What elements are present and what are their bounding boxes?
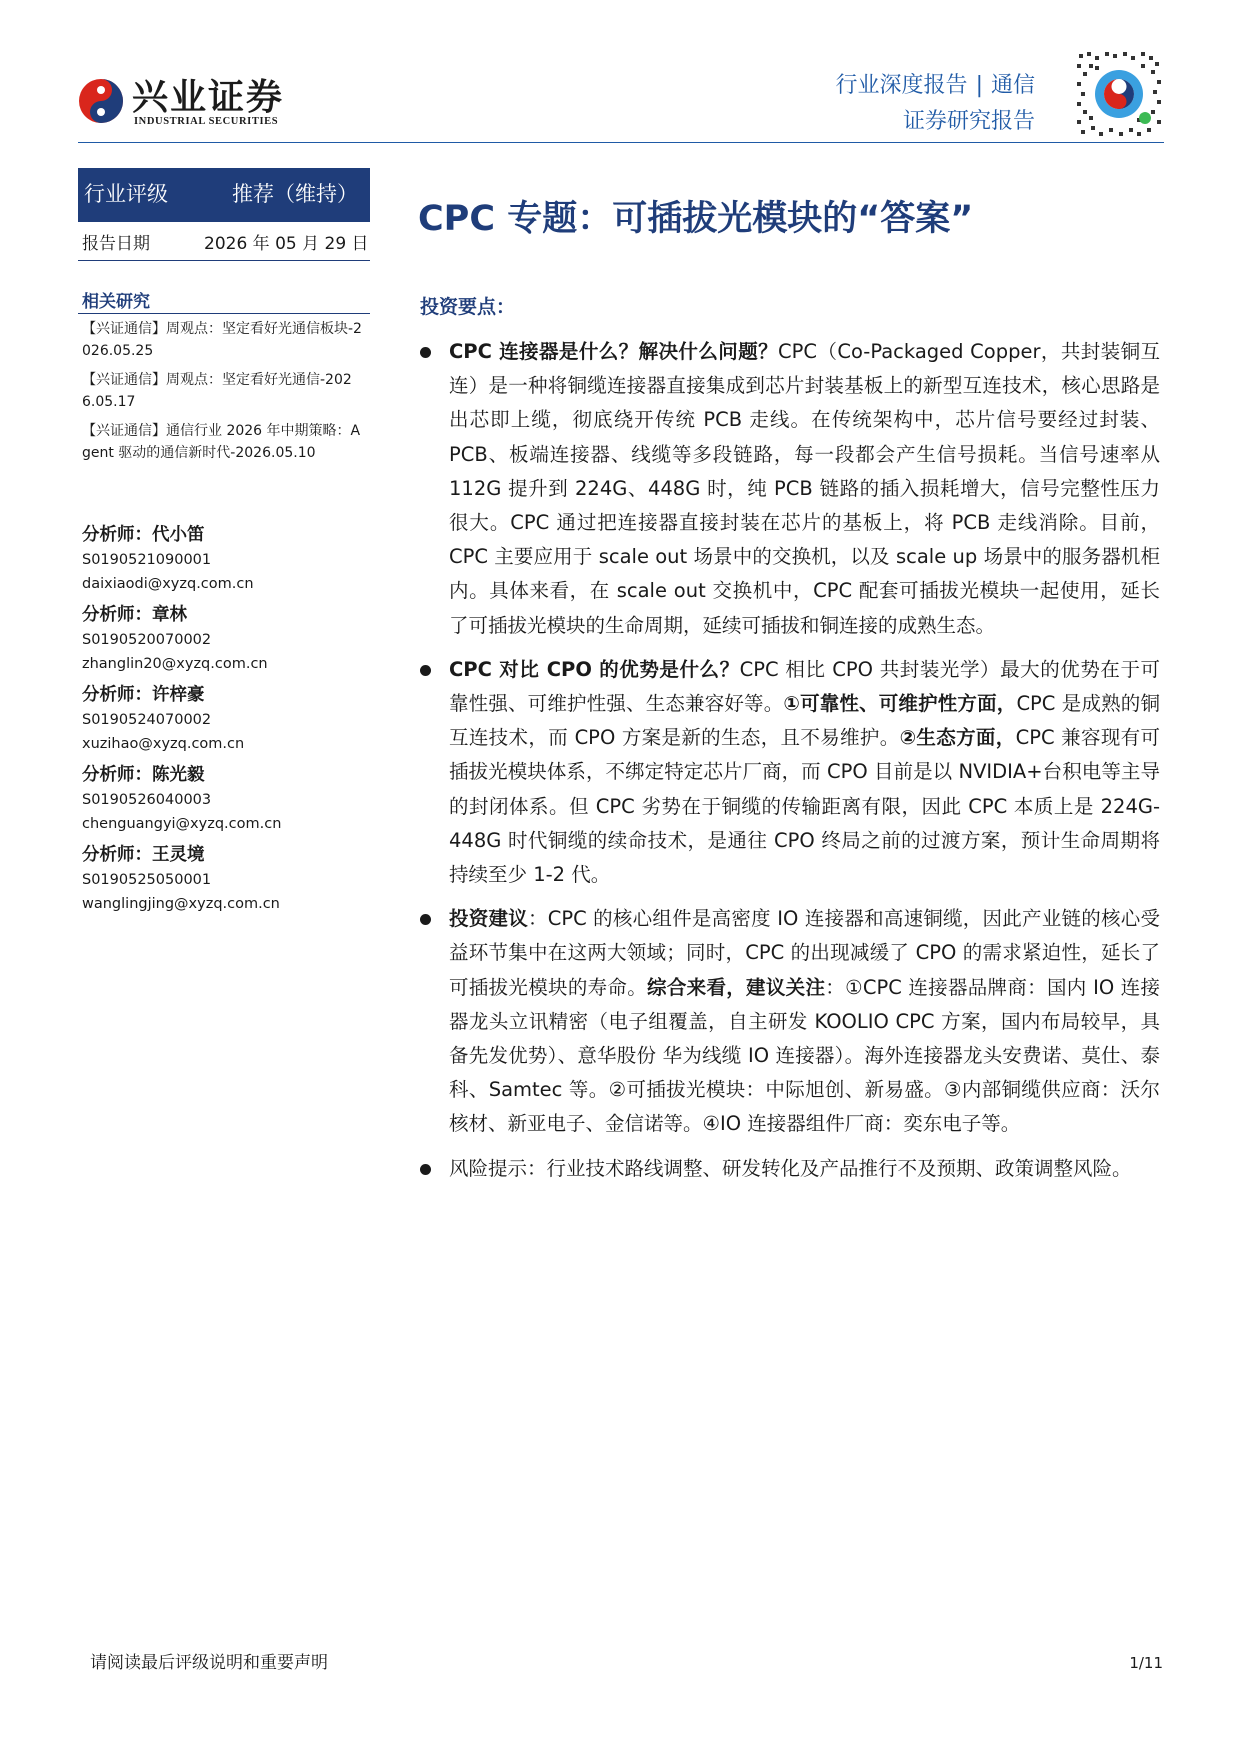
key-point-item bbox=[420, 335, 1160, 643]
analyst-cert-id: S0190520070002 bbox=[82, 632, 212, 648]
analyst-name: 分析师：陈光毅 bbox=[82, 765, 205, 785]
header-divider bbox=[78, 142, 1164, 143]
related-research-divider bbox=[78, 313, 370, 314]
related-research-link[interactable]: 【兴证通信】周观点：坚定看好光通信板块-2026.05.25 bbox=[82, 321, 362, 359]
qr-code-icon bbox=[1075, 50, 1163, 138]
rating-value: 推荐（维持） bbox=[232, 182, 358, 206]
company-logo bbox=[78, 78, 298, 126]
report-date-label: 报告日期 bbox=[82, 234, 150, 254]
related-research-link[interactable]: 【兴证通信】周观点：坚定看好光通信-2026.05.17 bbox=[82, 372, 352, 410]
logo-text-en: INDUSTRIAL SECURITIES bbox=[134, 116, 279, 127]
analyst-cert-id: S0190525050001 bbox=[82, 872, 212, 888]
analyst-cert-id: S0190521090001 bbox=[82, 552, 212, 568]
report-type-line bbox=[836, 72, 1035, 100]
key-point-item bbox=[420, 902, 1160, 1141]
related-research-title: 相关研究 bbox=[82, 292, 150, 312]
key-point-text: CPC 兼容现有可插拔光模块体系，不绑定特定芯片厂商，而 CPO 目前是以 NVIDIA+台积电等主导的封闭体系。但 CPC 劣势在于铜缆的传输距离有限，因此 CPC 本质上是 224G-448G 时代铜缆的续命技术，是通往 CPO 终局之前的过渡方案，预计生命周期将持续至少 1-2 代。 bbox=[449, 726, 1160, 887]
industry-label: 通信 bbox=[990, 73, 1035, 98]
key-point-lead: CPC 连接器是什么？解决什么问题？ bbox=[449, 340, 779, 363]
analyst-name: 分析师：许梓豪 bbox=[82, 685, 205, 705]
analyst-email[interactable]: wanglingjing@xyzq.com.cn bbox=[82, 896, 280, 912]
key-point-text: CPC 是成熟的铜互连技术，而 CPO 方案是新的生态，且不易维护。 bbox=[449, 692, 1160, 750]
key-point-lead: CPC 对比 CPO 的优势是什么？ bbox=[449, 657, 740, 681]
report-date-value: 2026 年 05 月 29 日 bbox=[204, 234, 369, 254]
header-separator: | bbox=[975, 73, 983, 98]
analyst-name: 分析师：章林 bbox=[82, 605, 187, 625]
report-title: CPC 专题：可插拔光模块的“答案” bbox=[418, 199, 974, 239]
key-point-emphasis: 综合来看，建议关注 bbox=[647, 975, 826, 999]
analyst-name: 分析师：王灵境 bbox=[82, 845, 205, 865]
key-points-heading: 投资要点： bbox=[420, 296, 516, 318]
analyst-card bbox=[82, 762, 370, 836]
bullet-icon bbox=[420, 665, 431, 676]
bullet-icon bbox=[420, 1164, 431, 1175]
key-point-emphasis: ②生态方面， bbox=[899, 726, 1016, 750]
bullet-icon bbox=[420, 914, 431, 925]
rating-label: 行业评级 bbox=[84, 182, 168, 206]
analyst-email[interactable]: chenguangyi@xyzq.com.cn bbox=[82, 816, 282, 832]
logo-text-cn: 兴业证券 bbox=[132, 77, 285, 118]
analyst-email[interactable]: daixiaodi@xyzq.com.cn bbox=[82, 576, 254, 592]
report-type: 行业深度报告 bbox=[835, 73, 968, 98]
bullet-icon bbox=[420, 347, 431, 358]
key-point-text: CPC（Co-Packaged Copper，共封装铜互连）是一种将铜缆连接器直接集成到芯片封装基板上的新型互连技术，核心思路是出芯即上缆，彻底绕开传统 PCB 走线。在传统架构中，芯片信号要经过封装、PCB、板端连接器、线缆等多段链路，每一段都会产生信号损耗。当信号速率从 112G 提升到 224G、448G 时，纯 PCB 链路的插入损耗增大，信号完整性压力很大。CPC 通过把连接器直接封装在芯片的基板上，将 PCB 走线消除。目前，CPC 主要应用于 scale out 场景中的交换机，以及 scale up 场景中的服务器机柜内。具体来看，在 scale out 交换机中，CPC 配套可插拔光模块一起使用，延长了可插拔光模块的生命周期，延续可插拔和铜连接的成熟生态。 bbox=[449, 340, 1161, 637]
analyst-list bbox=[82, 522, 370, 922]
footer-disclaimer: 请阅读最后评级说明和重要声明 bbox=[90, 1653, 328, 1673]
report-subtitle: 证券研究报告 bbox=[902, 109, 1035, 134]
key-point-text: CPC 相比 CPO 共封装光学）最大的优势在于可靠性强、可维护性强、生态兼容好等。 bbox=[449, 657, 1160, 716]
logo-icon bbox=[78, 78, 124, 124]
analyst-card bbox=[82, 842, 370, 916]
key-points-list bbox=[420, 335, 1160, 1196]
analyst-card bbox=[82, 602, 370, 676]
key-point-emphasis: ①可靠性、可维护性方面， bbox=[783, 692, 1017, 716]
key-point-lead: 投资建议 bbox=[449, 907, 528, 931]
risk-warning-text: 风险提示：行业技术路线调整、研发转化及产品推行不及预期、政策调整风险。 bbox=[449, 1156, 1132, 1180]
date-divider bbox=[78, 260, 370, 261]
key-point-item bbox=[420, 1152, 1160, 1186]
related-research-link[interactable]: 【兴证通信】通信行业 2026 年中期策略：Agent 驱动的通信新时代-2026.05.10 bbox=[82, 423, 361, 461]
key-point-text: ：CPC 的核心组件是高密度 IO 连接器和高速铜缆，因此产业链的核心受益环节集中在这两大领域；同时，CPC 的出现减缓了 CPO 的需求紧迫性，延长了可插拔光模块的寿命。 bbox=[449, 907, 1160, 999]
analyst-cert-id: S0190524070002 bbox=[82, 712, 212, 728]
report-date-row bbox=[82, 232, 370, 256]
page-number: 1/11 bbox=[1129, 1654, 1163, 1672]
related-research-list bbox=[82, 318, 364, 471]
industry-rating-box bbox=[78, 168, 370, 222]
key-point-text: ：①CPC 连接器品牌商：国内 IO 连接器龙头立讯精密（电子组覆盖，自主研发 KOOLIO CPC 方案，国内布局较早，具备先发优势）、意华股份 华为线缆 IO 连接器）。海外连接器龙头安费诺、莫仕、泰科、Samtec 等。②可插拔光模块：中际旭创、新易盛。③内部铜缆供应商：沃尔核材、新亚电子、金信诺等。④IO 连接器组件厂商：奕东电子等。 bbox=[449, 975, 1160, 1136]
analyst-cert-id: S0190526040003 bbox=[82, 792, 212, 808]
analyst-card bbox=[82, 682, 370, 756]
analyst-card bbox=[82, 522, 370, 596]
analyst-email[interactable]: xuzihao@xyzq.com.cn bbox=[82, 736, 245, 752]
analyst-email[interactable]: zhanglin20@xyzq.com.cn bbox=[82, 656, 268, 672]
key-point-item bbox=[420, 653, 1160, 892]
analyst-name: 分析师：代小笛 bbox=[82, 525, 205, 545]
